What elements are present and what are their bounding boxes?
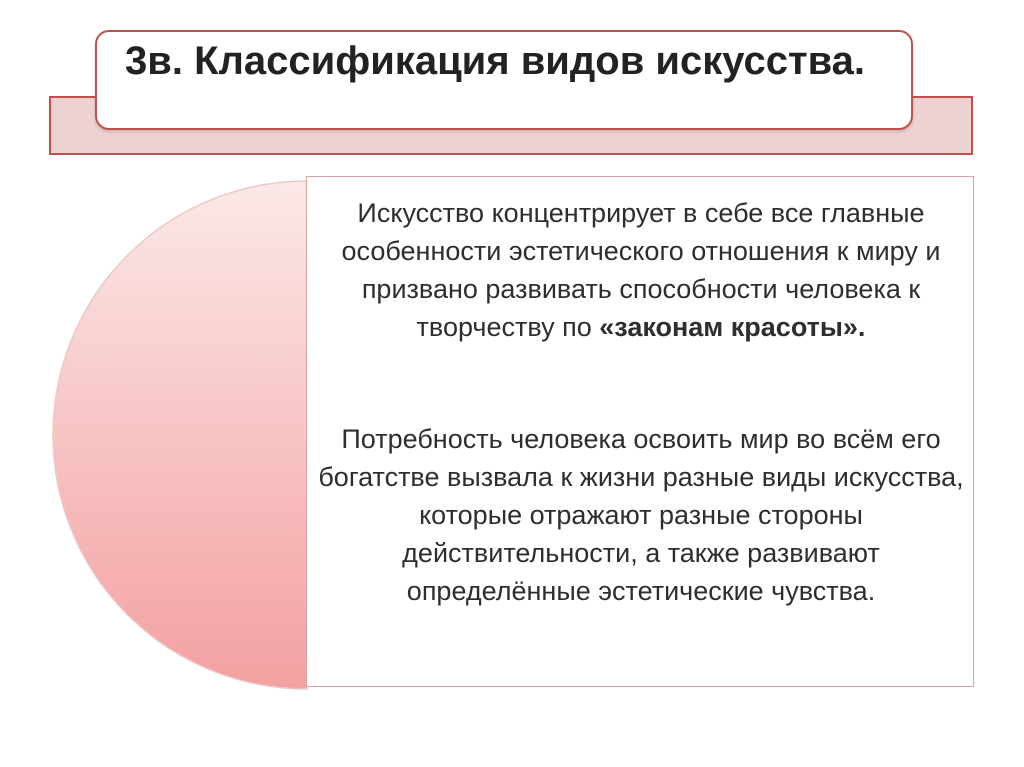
content-panel <box>306 176 974 687</box>
decorative-half-circle <box>41 179 309 691</box>
paragraph-human-need: Потребность человека освоить мир во всём его богатстве вызвала к жизни разные виды искусства, которые отражают разные стороны действительности, а также развивают определённые эстетические чувства. <box>318 424 964 606</box>
paragraph1-text: Искусство концентрирует в себе все главные особенности эстетического отношения к миру и призвано развивать способности человека к творчеству по <box>341 198 941 342</box>
title-box <box>95 30 913 130</box>
laws-of-beauty-emphasis: «законам красоты». <box>599 312 866 342</box>
slide-title: 3в. Классификация видов искусства. <box>125 39 866 83</box>
paragraph-art-concentrates <box>307 194 975 346</box>
